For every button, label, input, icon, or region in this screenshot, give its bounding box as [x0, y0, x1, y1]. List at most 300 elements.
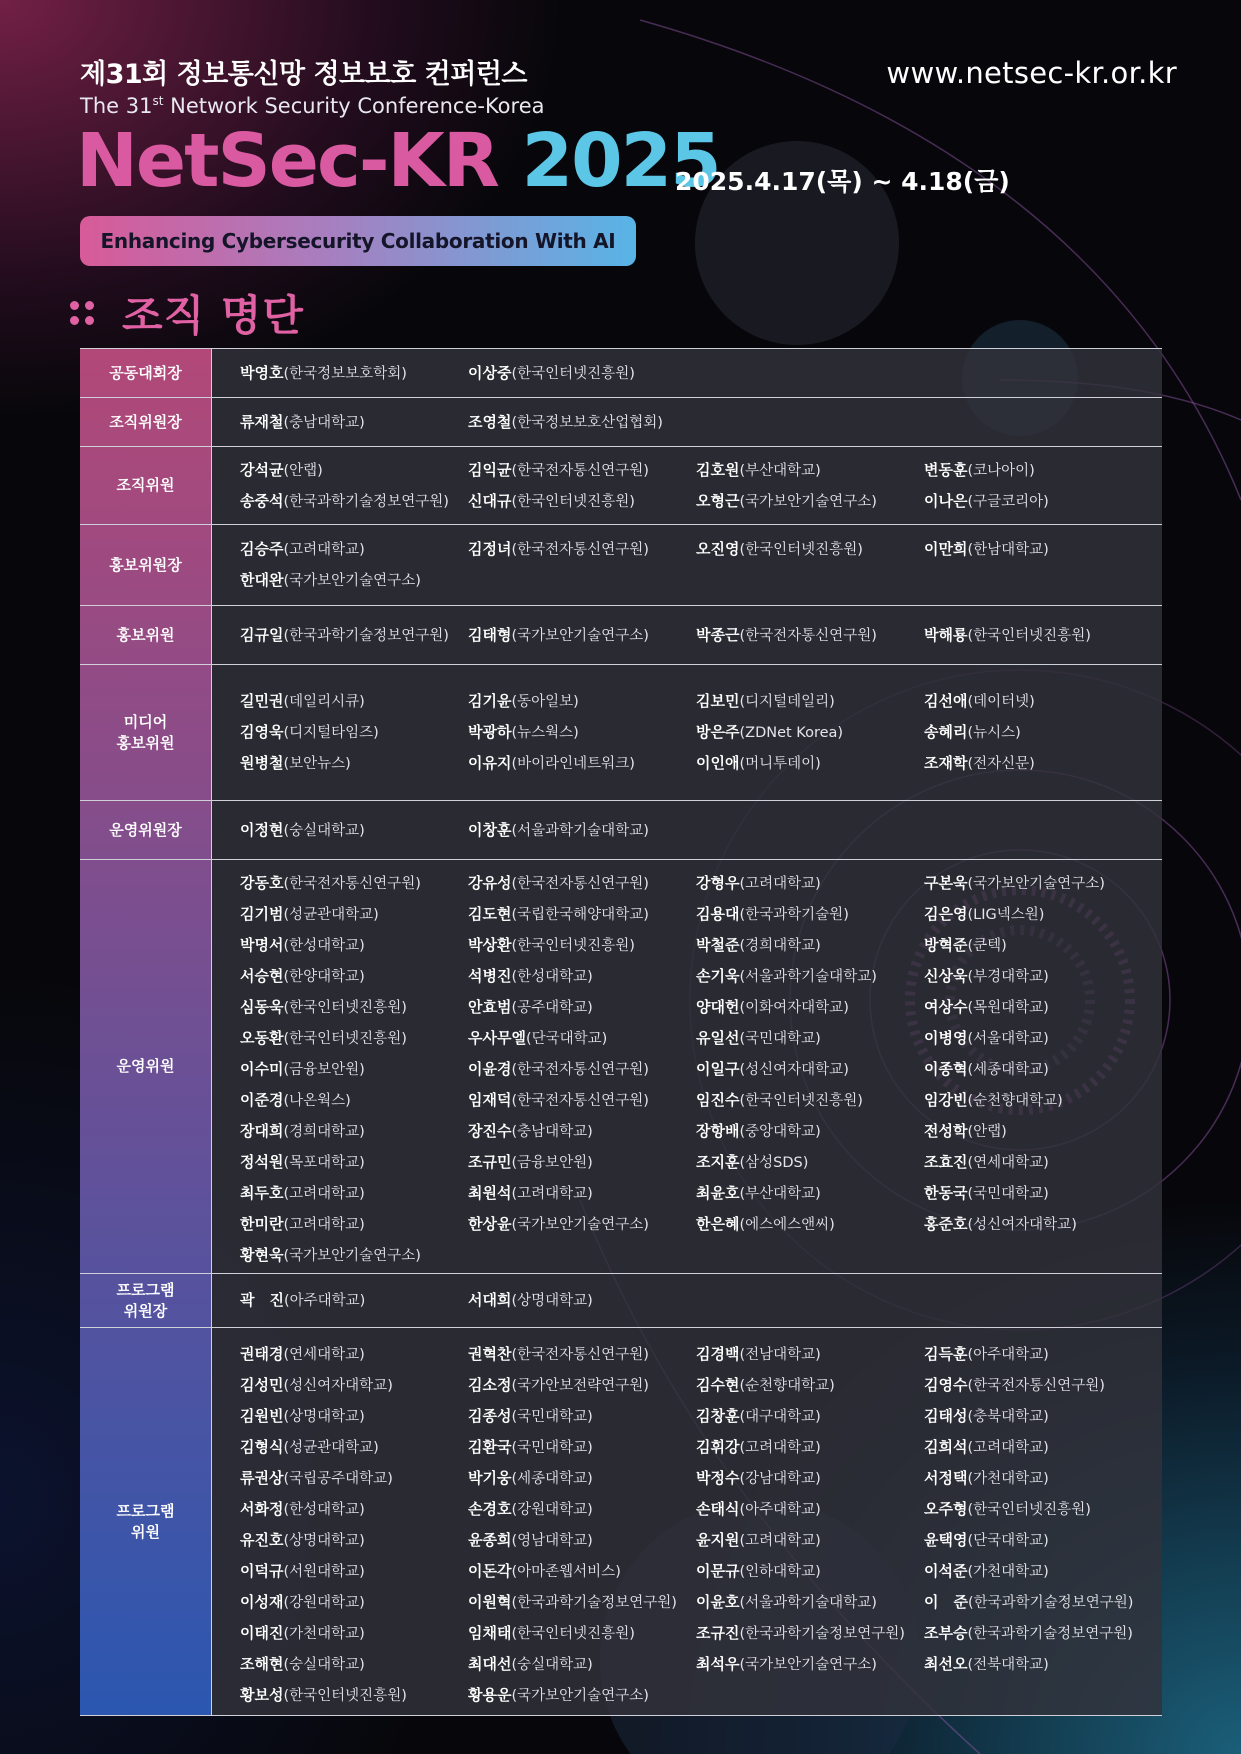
member-affiliation: (국가보안기술연구소): [739, 493, 877, 510]
member-entry: [468, 868, 696, 899]
member-entry: [468, 1054, 696, 1085]
member-affiliation: (순천향대학교): [967, 1093, 1063, 1109]
member-name: 황용운: [468, 1685, 512, 1704]
tagline-banner: Enhancing Cybersecurity Collaboration With AI: [80, 216, 636, 266]
member-affiliation: (나온웍스): [283, 1093, 351, 1109]
member-entry: [696, 1649, 924, 1680]
member-name: 김태성: [924, 1406, 968, 1425]
website-url[interactable]: www.netsec-kr.or.kr: [886, 56, 1177, 90]
member-affiliation: (국가안보전략연구원): [511, 1377, 649, 1394]
member-name: 이유지: [468, 754, 512, 772]
member-name: 김영욱: [240, 723, 284, 741]
row-label: 프로그램 위원: [80, 1328, 212, 1715]
conference-title-korean: 제31회 정보통신망 정보보호 컨퍼런스: [80, 59, 528, 90]
member-affiliation: (고려대학교): [967, 1439, 1049, 1456]
member-name: 이태진: [240, 1623, 284, 1642]
member-entry: [696, 1339, 924, 1370]
member-entry: [924, 1147, 1152, 1178]
conference-date: 2025.4.17(목) ~ 4.18(금): [675, 167, 1010, 196]
member-affiliation: (한국전자통신연구원): [511, 1062, 649, 1078]
member-name: 신상욱: [924, 967, 968, 985]
member-name: 김도현: [468, 905, 512, 923]
member-name: 유일선: [696, 1029, 740, 1047]
row-members: [212, 447, 1162, 524]
member-affiliation: (서울과학기술대학교): [739, 1594, 877, 1611]
member-entry: [240, 1285, 468, 1316]
member-affiliation: (숭실대학교): [283, 822, 365, 839]
member-affiliation: (성신여자대학교): [967, 1217, 1077, 1233]
member-affiliation: (이화여자대학교): [739, 1000, 849, 1016]
row-members: [212, 398, 1162, 446]
member-affiliation: (아주대학교): [967, 1346, 1049, 1363]
member-name: 한상윤: [468, 1215, 512, 1233]
member-entry: [924, 1054, 1152, 1085]
member-entry: [468, 961, 696, 992]
member-affiliation: (한국인터넷진흥원): [511, 938, 635, 954]
member-name: 여상수: [924, 998, 968, 1016]
member-entry: [240, 717, 468, 748]
member-name: 홍준호: [924, 1215, 968, 1233]
row-label: 운영위원: [80, 860, 212, 1273]
member-entry: [696, 1401, 924, 1432]
member-name: 김소정: [468, 1375, 512, 1394]
member-entry: [468, 1463, 696, 1494]
member-entry: [468, 486, 696, 517]
member-affiliation: (한국과학기술정보연구원): [967, 1594, 1134, 1611]
committee-row: [80, 397, 1162, 446]
member-name: 길민권: [240, 692, 284, 710]
member-entry: [696, 1116, 924, 1147]
member-name: 김태형: [468, 625, 512, 644]
member-name: 서승현: [240, 967, 284, 985]
member-affiliation: (경희대학교): [739, 938, 821, 954]
member-affiliation: (고려대학교): [511, 1186, 593, 1202]
member-affiliation: (바이라인네트워크): [511, 756, 635, 772]
member-affiliation: (연세대학교): [967, 1155, 1049, 1171]
logo-text: NetSec-KR: [76, 118, 498, 204]
member-entry: [240, 992, 468, 1023]
member-entry: [696, 620, 924, 651]
en-title-pre: The 31: [80, 94, 153, 118]
member-affiliation: (한국전자통신연구원): [511, 1093, 649, 1109]
member-entry: [240, 1432, 468, 1463]
member-name: 원병철: [240, 754, 284, 772]
member-entry: [924, 717, 1152, 748]
member-affiliation: (한국인터넷진흥원): [283, 1031, 407, 1047]
row-members: [212, 801, 1162, 859]
member-entry: [924, 534, 1152, 565]
member-entry: [468, 455, 696, 486]
row-label: 조직위원: [80, 447, 212, 524]
member-name: 박정수: [696, 1468, 740, 1487]
member-entry: [468, 1178, 696, 1209]
member-affiliation: (국민대학교): [511, 1408, 593, 1425]
member-name: 이종혁: [924, 1060, 968, 1078]
row-members: [212, 1328, 1162, 1715]
committee-table: [80, 348, 1162, 1716]
member-name: 김환국: [468, 1437, 512, 1456]
member-name: 변동훈: [924, 460, 968, 479]
member-affiliation: (한국인터넷진흥원): [283, 1000, 407, 1016]
member-name: 김휘강: [696, 1437, 740, 1456]
member-entry: [696, 1023, 924, 1054]
member-name: 윤택영: [924, 1530, 968, 1549]
member-entry: [696, 868, 924, 899]
committee-row: [80, 1327, 1162, 1716]
member-name: 안효범: [468, 998, 512, 1016]
member-affiliation: (고려대학교): [739, 1439, 821, 1456]
member-name: 이상중: [468, 363, 512, 382]
member-affiliation: (한국인터넷진흥원): [511, 1625, 635, 1642]
member-name: 전성학: [924, 1122, 968, 1140]
member-name: 임진수: [696, 1091, 740, 1109]
member-affiliation: (아마존웹서비스): [511, 1563, 621, 1580]
row-label: 홍보위원: [80, 606, 212, 664]
member-name: 정석원: [240, 1153, 284, 1171]
member-entry: [240, 1085, 468, 1116]
member-affiliation: (연세대학교): [283, 1346, 365, 1363]
member-affiliation: (머니투데이): [739, 756, 821, 772]
member-entry: [468, 1147, 696, 1178]
member-entry: [468, 1587, 696, 1618]
member-name: 방혁준: [924, 936, 968, 954]
member-entry: [468, 620, 696, 651]
member-affiliation: (안랩): [283, 462, 323, 479]
committee-row: [80, 859, 1162, 1273]
member-name: 최윤호: [696, 1184, 740, 1202]
member-name: 김은영: [924, 905, 968, 923]
member-affiliation: (부산대학교): [739, 462, 821, 479]
member-affiliation: (영남대학교): [511, 1532, 593, 1549]
member-entry: [924, 1618, 1152, 1649]
member-entry: [696, 1463, 924, 1494]
member-entry: [924, 620, 1152, 651]
member-affiliation: (삼성SDS): [739, 1155, 809, 1171]
member-affiliation: (아주대학교): [739, 1501, 821, 1518]
member-entry: [924, 1023, 1152, 1054]
member-entry: [468, 1525, 696, 1556]
row-label: 운영위원장: [80, 801, 212, 859]
member-entry: [696, 1432, 924, 1463]
member-affiliation: (국가보안기술연구소): [967, 876, 1105, 892]
row-label: 미디어 홍보위원: [80, 665, 212, 800]
member-name: 송중석: [240, 491, 284, 510]
member-name: 최석우: [696, 1654, 740, 1673]
member-entry: [240, 455, 468, 486]
member-entry: [240, 1054, 468, 1085]
member-affiliation: (한국인터넷진흥원): [739, 1093, 863, 1109]
member-entry: [468, 1494, 696, 1525]
member-name: 김수현: [696, 1375, 740, 1394]
member-name: 권태경: [240, 1344, 284, 1363]
member-affiliation: (데이터넷): [967, 694, 1035, 710]
member-name: 장대희: [240, 1122, 284, 1140]
member-entry: [240, 1240, 468, 1271]
member-affiliation: (부경대학교): [967, 969, 1049, 985]
member-entry: [240, 686, 468, 717]
row-members: [212, 665, 1162, 800]
member-affiliation: (뉴시스): [967, 725, 1021, 741]
member-entry: [924, 1587, 1152, 1618]
member-entry: [696, 455, 924, 486]
member-entry: [696, 748, 924, 779]
member-name: 김형식: [240, 1437, 284, 1456]
member-affiliation: (성균관대학교): [283, 1439, 379, 1456]
member-affiliation: (국가보안기술연구소): [511, 1217, 649, 1233]
member-name: 조재학: [924, 754, 968, 772]
member-entry: [240, 1556, 468, 1587]
member-affiliation: (국립공주대학교): [283, 1470, 393, 1487]
member-entry: [924, 899, 1152, 930]
member-entry: [240, 1494, 468, 1525]
member-name: 오진영: [696, 540, 740, 558]
member-affiliation: (한국인터넷진흥원): [283, 1687, 407, 1704]
member-name: 손경호: [468, 1499, 512, 1518]
member-affiliation: (상명대학교): [511, 1293, 593, 1309]
member-name: 황보성: [240, 1685, 284, 1704]
member-name: 이정현: [240, 820, 284, 839]
committee-row: [80, 605, 1162, 664]
member-name: 이문규: [696, 1561, 740, 1580]
member-name: 박영호: [240, 363, 284, 382]
member-entry: [240, 1587, 468, 1618]
member-entry: [696, 686, 924, 717]
member-name: 박광하: [468, 723, 512, 741]
member-entry: [696, 930, 924, 961]
member-affiliation: (디지털데일리): [739, 694, 835, 710]
member-name: 김익균: [468, 460, 512, 479]
member-affiliation: (한남대학교): [967, 542, 1049, 558]
member-affiliation: (국가보안기술연구소): [511, 1687, 649, 1704]
member-affiliation: (고려대학교): [739, 1532, 821, 1549]
member-entry: [924, 686, 1152, 717]
member-affiliation: (성신여자대학교): [739, 1062, 849, 1078]
row-members: [212, 606, 1162, 664]
member-entry: [924, 486, 1152, 517]
committee-row: [80, 664, 1162, 800]
member-name: 곽 진: [240, 1291, 284, 1309]
member-name: 강동호: [240, 874, 284, 892]
member-affiliation: (전북대학교): [967, 1656, 1049, 1673]
member-name: 이돈각: [468, 1561, 512, 1580]
member-name: 손기욱: [696, 967, 740, 985]
member-name: 최원석: [468, 1184, 512, 1202]
member-affiliation: (구글코리아): [967, 493, 1049, 510]
member-entry: [240, 868, 468, 899]
member-affiliation: (동아일보): [511, 694, 579, 710]
member-entry: [240, 534, 468, 565]
member-name: 이윤호: [696, 1592, 740, 1611]
member-affiliation: (한국전자통신연구원): [511, 542, 649, 558]
member-entry: [924, 992, 1152, 1023]
member-name: 류권상: [240, 1468, 284, 1487]
member-entry: [468, 1432, 696, 1463]
member-affiliation: (서원대학교): [283, 1563, 365, 1580]
member-entry: [696, 1525, 924, 1556]
member-name: 이성재: [240, 1592, 284, 1611]
member-entry: [696, 1178, 924, 1209]
member-affiliation: (한국인터넷진흥원): [511, 493, 635, 510]
member-affiliation: (국가보안기술연구소): [739, 1656, 877, 1673]
member-name: 서정택: [924, 1468, 968, 1487]
member-affiliation: (순천향대학교): [739, 1377, 835, 1394]
member-name: 유진호: [240, 1530, 284, 1549]
member-affiliation: (전남대학교): [739, 1346, 821, 1363]
member-name: 장진수: [468, 1122, 512, 1140]
member-affiliation: (한국과학기술원): [739, 907, 849, 923]
row-members: [212, 349, 1162, 397]
member-name: 이병영: [924, 1029, 968, 1047]
member-name: 김경백: [696, 1344, 740, 1363]
member-entry: [240, 620, 468, 651]
member-name: 방은주: [696, 723, 740, 741]
member-affiliation: (한국전자통신연구원): [739, 627, 877, 644]
member-affiliation: (국립한국해양대학교): [511, 907, 649, 923]
member-entry: [696, 534, 924, 565]
member-entry: [468, 992, 696, 1023]
member-entry: [240, 1178, 468, 1209]
member-name: 강형우: [696, 874, 740, 892]
member-name: 조규민: [468, 1153, 512, 1171]
member-affiliation: (서울과학기술대학교): [739, 969, 877, 985]
member-affiliation: (인하대학교): [739, 1563, 821, 1580]
member-affiliation: (국가보안기술연구소): [283, 1248, 421, 1264]
member-affiliation: (ZDNet Korea): [739, 725, 844, 741]
member-entry: [468, 717, 696, 748]
row-label: 조직위원장: [80, 398, 212, 446]
member-affiliation: (국가보안기술연구소): [511, 627, 649, 644]
member-entry: [924, 1463, 1152, 1494]
member-affiliation: (공주대학교): [511, 1000, 593, 1016]
member-name: 조규진: [696, 1623, 740, 1642]
member-affiliation: (세종대학교): [967, 1062, 1049, 1078]
member-name: 양대헌: [696, 998, 740, 1016]
member-name: 김종성: [468, 1406, 512, 1425]
member-entry: [696, 961, 924, 992]
member-name: 조영철: [468, 412, 512, 431]
member-entry: [240, 407, 468, 438]
member-affiliation: (한국인터넷진흥원): [967, 627, 1091, 644]
member-name: 윤종희: [468, 1530, 512, 1549]
member-affiliation: (가천대학교): [283, 1625, 365, 1642]
member-entry: [696, 1556, 924, 1587]
member-affiliation: (쿤텍): [967, 938, 1007, 954]
member-entry: [924, 930, 1152, 961]
member-name: 조지훈: [696, 1153, 740, 1171]
member-entry: [924, 1649, 1152, 1680]
member-name: 김기윤: [468, 692, 512, 710]
member-entry: [468, 930, 696, 961]
member-affiliation: (한국인터넷진흥원): [739, 542, 863, 558]
member-affiliation: (목포대학교): [283, 1155, 365, 1171]
member-affiliation: (한국정보보호학회): [283, 365, 407, 382]
member-affiliation: (강원대학교): [283, 1594, 365, 1611]
member-entry: [468, 1680, 696, 1711]
member-name: 김영수: [924, 1375, 968, 1394]
member-affiliation: (금융보안원): [511, 1155, 593, 1171]
member-entry: [468, 534, 696, 565]
member-entry: [468, 1401, 696, 1432]
member-entry: [696, 899, 924, 930]
member-name: 한미란: [240, 1215, 284, 1233]
member-entry: [924, 1370, 1152, 1401]
member-name: 신대규: [468, 491, 512, 510]
member-name: 김기범: [240, 905, 284, 923]
member-affiliation: (국민대학교): [967, 1186, 1049, 1202]
member-affiliation: (서울과학기술대학교): [511, 822, 649, 839]
member-entry: [924, 1339, 1152, 1370]
member-entry: [240, 1649, 468, 1680]
member-entry: [696, 1209, 924, 1240]
row-label: 프로그램 위원장: [80, 1274, 212, 1327]
member-name: 김원빈: [240, 1406, 284, 1425]
member-name: 이나은: [924, 491, 968, 510]
member-name: 최두호: [240, 1184, 284, 1202]
member-name: 이준경: [240, 1091, 284, 1109]
member-entry: [240, 1401, 468, 1432]
member-name: 이수미: [240, 1060, 284, 1078]
committee-row: [80, 524, 1162, 605]
member-name: 이만희: [924, 540, 968, 558]
member-name: 이창훈: [468, 820, 512, 839]
member-name: 조부승: [924, 1623, 968, 1642]
section-title: [70, 288, 304, 338]
conference-title-english: [80, 94, 545, 118]
member-entry: [468, 748, 696, 779]
member-affiliation: (국민대학교): [739, 1031, 821, 1047]
member-name: 서대희: [468, 1291, 512, 1309]
member-affiliation: (단국대학교): [525, 1031, 608, 1047]
member-entry: [240, 815, 468, 846]
member-entry: [240, 1209, 468, 1240]
member-entry: [468, 407, 696, 438]
member-affiliation: (안랩): [967, 1124, 1007, 1140]
member-name: 김득훈: [924, 1344, 968, 1363]
member-entry: [924, 1494, 1152, 1525]
member-affiliation: (한국전자통신연구원): [967, 1377, 1105, 1394]
member-entry: [924, 748, 1152, 779]
member-entry: [468, 1023, 696, 1054]
member-name: 오형근: [696, 491, 740, 510]
member-name: 구본욱: [924, 874, 968, 892]
member-name: 강유성: [468, 874, 512, 892]
member-name: 이윤경: [468, 1060, 512, 1078]
member-affiliation: (LIG넥스원): [967, 907, 1045, 923]
member-entry: [468, 686, 696, 717]
member-entry: [924, 1116, 1152, 1147]
member-affiliation: (한국정보보호산업협회): [511, 414, 663, 431]
committee-row: [80, 348, 1162, 397]
member-affiliation: (목원대학교): [967, 1000, 1049, 1016]
member-entry: [696, 1085, 924, 1116]
member-entry: [240, 961, 468, 992]
member-name: 김용대: [696, 905, 740, 923]
member-affiliation: (고려대학교): [283, 1186, 365, 1202]
member-affiliation: (서울대학교): [967, 1031, 1049, 1047]
member-name: 손태식: [696, 1499, 740, 1518]
member-entry: [468, 899, 696, 930]
member-entry: [240, 486, 468, 517]
member-name: 우사무엘: [468, 1029, 526, 1047]
member-entry: [924, 1209, 1152, 1240]
member-affiliation: (성균관대학교): [283, 907, 379, 923]
section-title-text: 조직 명단: [122, 291, 304, 340]
member-affiliation: (데일리시큐): [283, 694, 365, 710]
member-name: 박종근: [696, 625, 740, 644]
en-title-sup: st: [152, 94, 164, 108]
member-affiliation: (한국인터넷진흥원): [967, 1501, 1091, 1518]
member-affiliation: (한국전자통신연구원): [511, 1346, 649, 1363]
